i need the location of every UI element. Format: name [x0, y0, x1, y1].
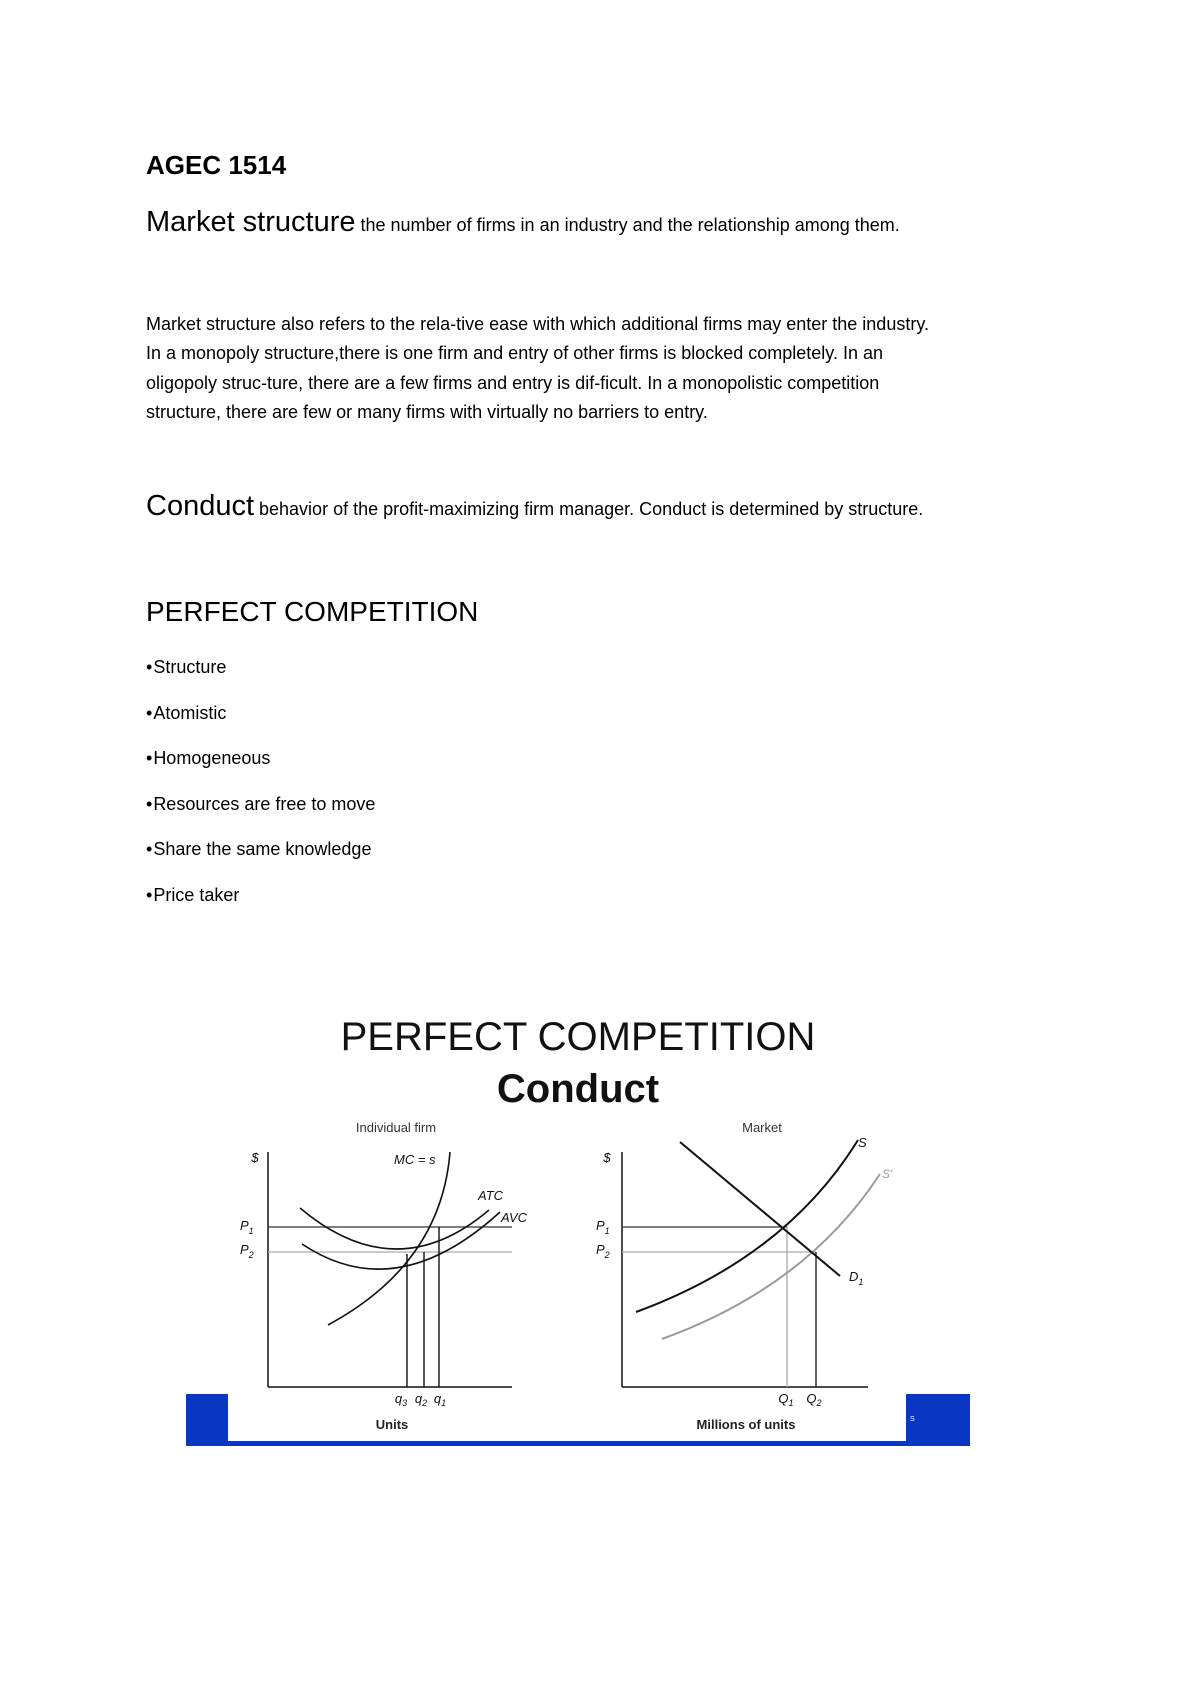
- characteristics-list: [146, 655, 375, 929]
- band-white-panel: [228, 1394, 906, 1441]
- left-panel-title: Individual firm: [355, 1120, 437, 1135]
- q3-label: $q_3$: [394, 1391, 408, 1408]
- list-item: •Resources are free to move: [146, 793, 376, 814]
- market-structure-definition-text: the number of firms in an industry and the relationship among them.: [355, 215, 900, 235]
- shifted-supply-curve: [662, 1174, 880, 1339]
- bullet-icon: •: [146, 657, 153, 677]
- list-item: •Atomistic: [146, 702, 227, 723]
- right-x-axis-label: Millions of units: [696, 1417, 796, 1432]
- market-structure-definition: [146, 206, 900, 239]
- q2-label: $q_2$: [414, 1391, 428, 1408]
- figure-title: PERFECT COMPETITION: [340, 1015, 816, 1059]
- market-structure-term: Market structure: [146, 206, 356, 238]
- bullet-icon: •: [146, 839, 153, 860]
- course-code: AGEC 1514: [146, 150, 287, 180]
- supply-curve: [636, 1140, 858, 1312]
- conduct-term: Conduct: [146, 490, 255, 522]
- list-item: •Homogeneous: [146, 748, 271, 769]
- right-p1-label: $P_1$: [596, 1218, 610, 1236]
- conduct-definition: [146, 490, 923, 523]
- figure-svg: [186, 1002, 970, 1446]
- list-item: •Price taker: [146, 884, 240, 905]
- paragraph-line: Market structure also refers to the rela-tive ease with which additional firms may enter the industry.: [146, 314, 929, 334]
- bullet-icon: •: [146, 793, 153, 814]
- paragraph-line: In a monopoly structure,there is one firm and entry of other firms is blocked completely. In an: [146, 343, 884, 364]
- right-p2-label: $P_2$: [596, 1242, 610, 1260]
- bullet-icon: •: [146, 884, 153, 905]
- perfect-competition-figure: [186, 1002, 970, 1446]
- left-p2-label: $P_2$: [240, 1242, 254, 1260]
- bullet-icon: •: [146, 748, 153, 769]
- list-item: •Share the same knowledge: [146, 839, 372, 860]
- shifted-supply-label: S': [882, 1167, 893, 1181]
- left-x-axis-label: Units: [375, 1417, 409, 1432]
- q1-market-label: $Q_1$: [778, 1391, 794, 1408]
- q1-label: $q_1$: [433, 1391, 447, 1408]
- left-p1-label: $P_1$: [240, 1218, 254, 1236]
- demand-label: $D_1$: [849, 1269, 864, 1287]
- mc-label: MC = s: [394, 1152, 436, 1167]
- conduct-definition-text: behavior of the profit-maximizing firm manager. Conduct is determined by structure.: [254, 499, 924, 519]
- right-panel-title: Market: [742, 1120, 782, 1135]
- figure-subtitle: Conduct: [496, 1067, 660, 1111]
- market-structure-paragraph: [146, 310, 1066, 427]
- paragraph-line: structure, there are few or many firms with virtually no barriers to entry.: [146, 401, 708, 422]
- demand-curve: [680, 1142, 840, 1276]
- bullet-icon: •: [146, 702, 153, 723]
- q2-market-label: $Q_2$: [806, 1391, 822, 1408]
- list-item: •Structure: [146, 657, 227, 677]
- avc-label: AVC: [501, 1210, 528, 1225]
- atc-label: ATC: [478, 1188, 504, 1203]
- perfect-competition-heading: PERFECT COMPETITION: [146, 596, 479, 627]
- supply-label: S: [858, 1135, 867, 1150]
- avc-curve: [302, 1212, 500, 1269]
- left-y-axis-label: $: [251, 1150, 259, 1165]
- right-y-axis-label: $: [603, 1150, 611, 1165]
- band-footer-text: S: [910, 1416, 915, 1423]
- paragraph-line: oligopoly struc-ture, there are a few firms and entry is dif-ficult. In a monopolistic competition: [146, 372, 880, 393]
